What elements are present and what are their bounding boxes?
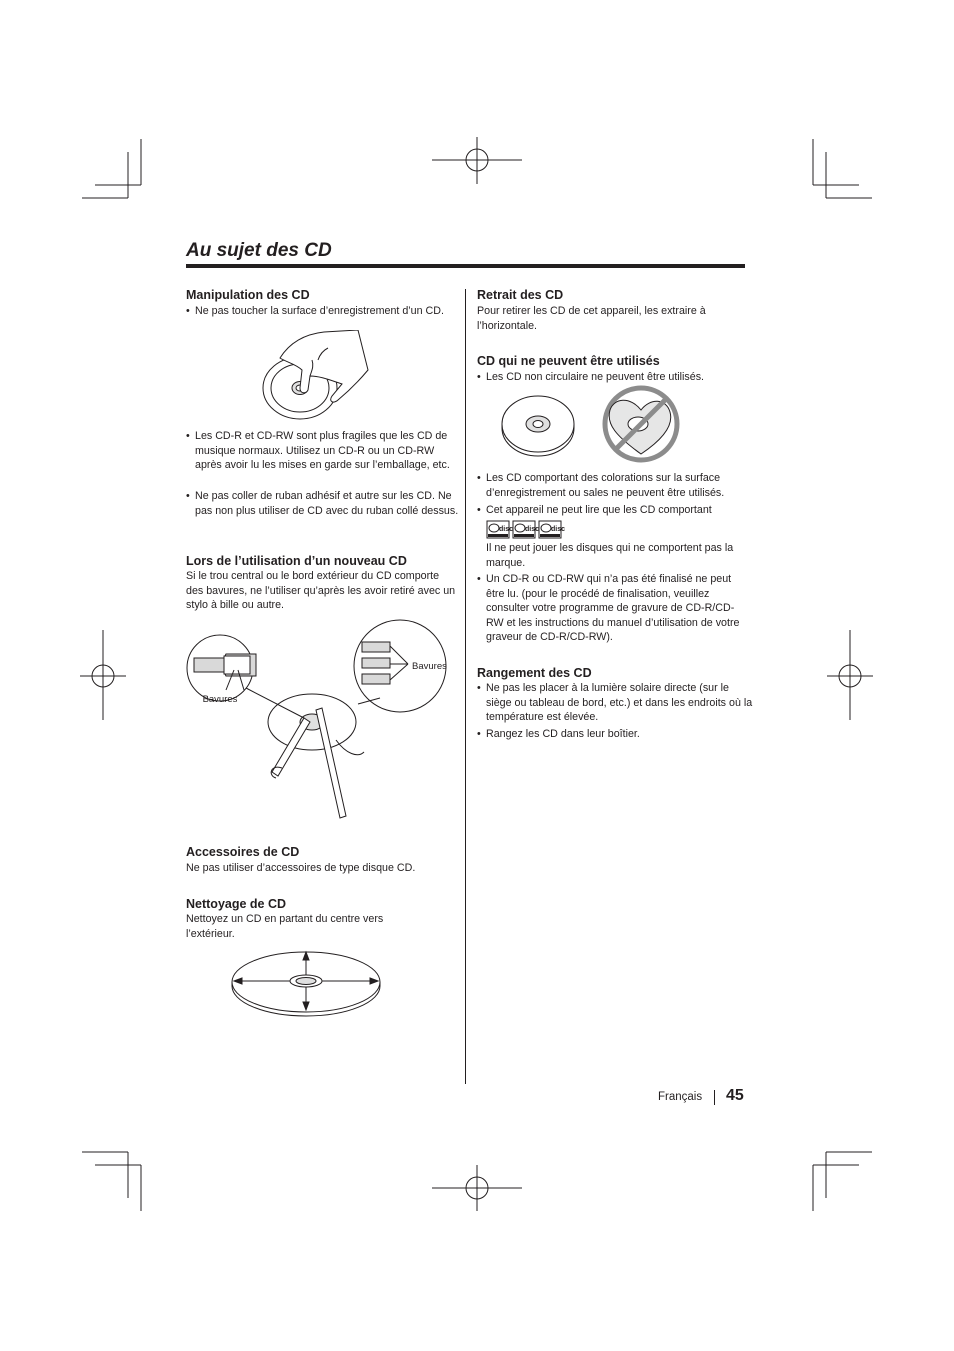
label-bavures-left: Bavures [202, 694, 238, 705]
footer-language: Français [658, 1091, 703, 1103]
svg-text:disc: disc [499, 526, 514, 533]
heading-manipulation: Manipulation des CD [186, 288, 310, 302]
hand-touching-cd-illustration [258, 330, 378, 422]
heading-retrait: Retrait des CD [477, 288, 564, 302]
label-bavures-right: Bavures [412, 661, 447, 672]
heading-nouveau-cd: Lors de l’utilisation d’un nouveau CD [186, 554, 407, 568]
bullet-manipulation-2: • Les CD-R et CD-RW sont plus fragiles que les CD de musique normaux. Utilisez un CD-R ou un CD-RW après avoir lu les mises en garde sur l’emballage, etc. [186, 429, 457, 473]
bullet-manipulation-3: • Ne pas coller de ruban adhésif et autre sur les CD. Ne pas non plus utiliser de CD avec du ruban collé dessus. [186, 489, 465, 518]
bullet-manipulation-1: • Ne pas toucher la surface d’enregistrement d’un CD. [186, 304, 457, 319]
bullet-rangement-2: • Rangez les CD dans leur boîtier. [477, 727, 748, 742]
compact-disc-rewritable-logo [539, 521, 565, 538]
text-accessoires: Ne pas utiliser d’accessoires de type disque CD. [186, 862, 416, 874]
page-title: Au sujet des CD [186, 240, 332, 261]
svg-text:disc: disc [525, 526, 540, 533]
non-circular-cd-illustration [498, 384, 684, 468]
text-inutilisables-marque: Il ne peut jouer les disques qui ne comportent pas la marque. [486, 542, 734, 569]
compact-disc-digital-audio-logo [487, 521, 513, 538]
text-nettoyage: Nettoyez un CD en partant du centre vers l’extérieur. [186, 913, 384, 940]
bullet-rangement-1: • Ne pas les placer à la lumière solaire directe (sur le siège ou tableau de bord, etc.) et dans les endroits où la température est élevée. [477, 681, 756, 725]
heading-cd-inutilisables: CD qui ne peuvent être utilisés [477, 354, 660, 368]
footer-separator [714, 1090, 715, 1105]
text-retrait: Pour retirer les CD de cet appareil, les extraire à l’horizontale. [477, 305, 706, 332]
bullet-inutilisables-3: • Cet appareil ne peut lire que les CD comportant [477, 503, 751, 518]
compact-disc-recordable-logo [513, 521, 539, 538]
burrs-removal-illustration [186, 618, 452, 828]
svg-text:disc: disc [551, 526, 566, 533]
text-nouveau-cd: Si le trou central ou le bord extérieur du CD comporte des bavures, ne l’utiliser qu’après les avoir retiré avec un stylo à bille ou autre. [186, 570, 456, 612]
heading-rangement: Rangement des CD [477, 666, 592, 680]
title-rule [186, 264, 745, 268]
bullet-inutilisables-4: • Un CD-R ou CD-RW qui n’a pas été finalisé ne peut être lu. (pour le procédé de finalisation, veuillez consulter votre programme de gravure de CD-R/CD-RW et les instructions du manuel d’utilisation de votre graveur de CD-R/CD-RW). [477, 572, 748, 645]
heading-accessoires: Accessoires de CD [186, 845, 300, 859]
prohibited-heart-cd-icon [605, 388, 677, 460]
bullet-inutilisables-1: • Les CD non circulaire ne peuvent être utilisés. [477, 370, 746, 385]
compact-disc-logos [486, 520, 566, 540]
heading-nettoyage: Nettoyage de CD [186, 897, 287, 911]
column-divider [465, 289, 466, 1084]
bullet-inutilisables-2: • Les CD comportant des colorations sur la surface d’enregistrement ou sales ne peuvent être utilisés. [477, 471, 756, 500]
page-number: 45 [726, 1087, 744, 1104]
cd-cleaning-illustration [226, 944, 386, 1020]
